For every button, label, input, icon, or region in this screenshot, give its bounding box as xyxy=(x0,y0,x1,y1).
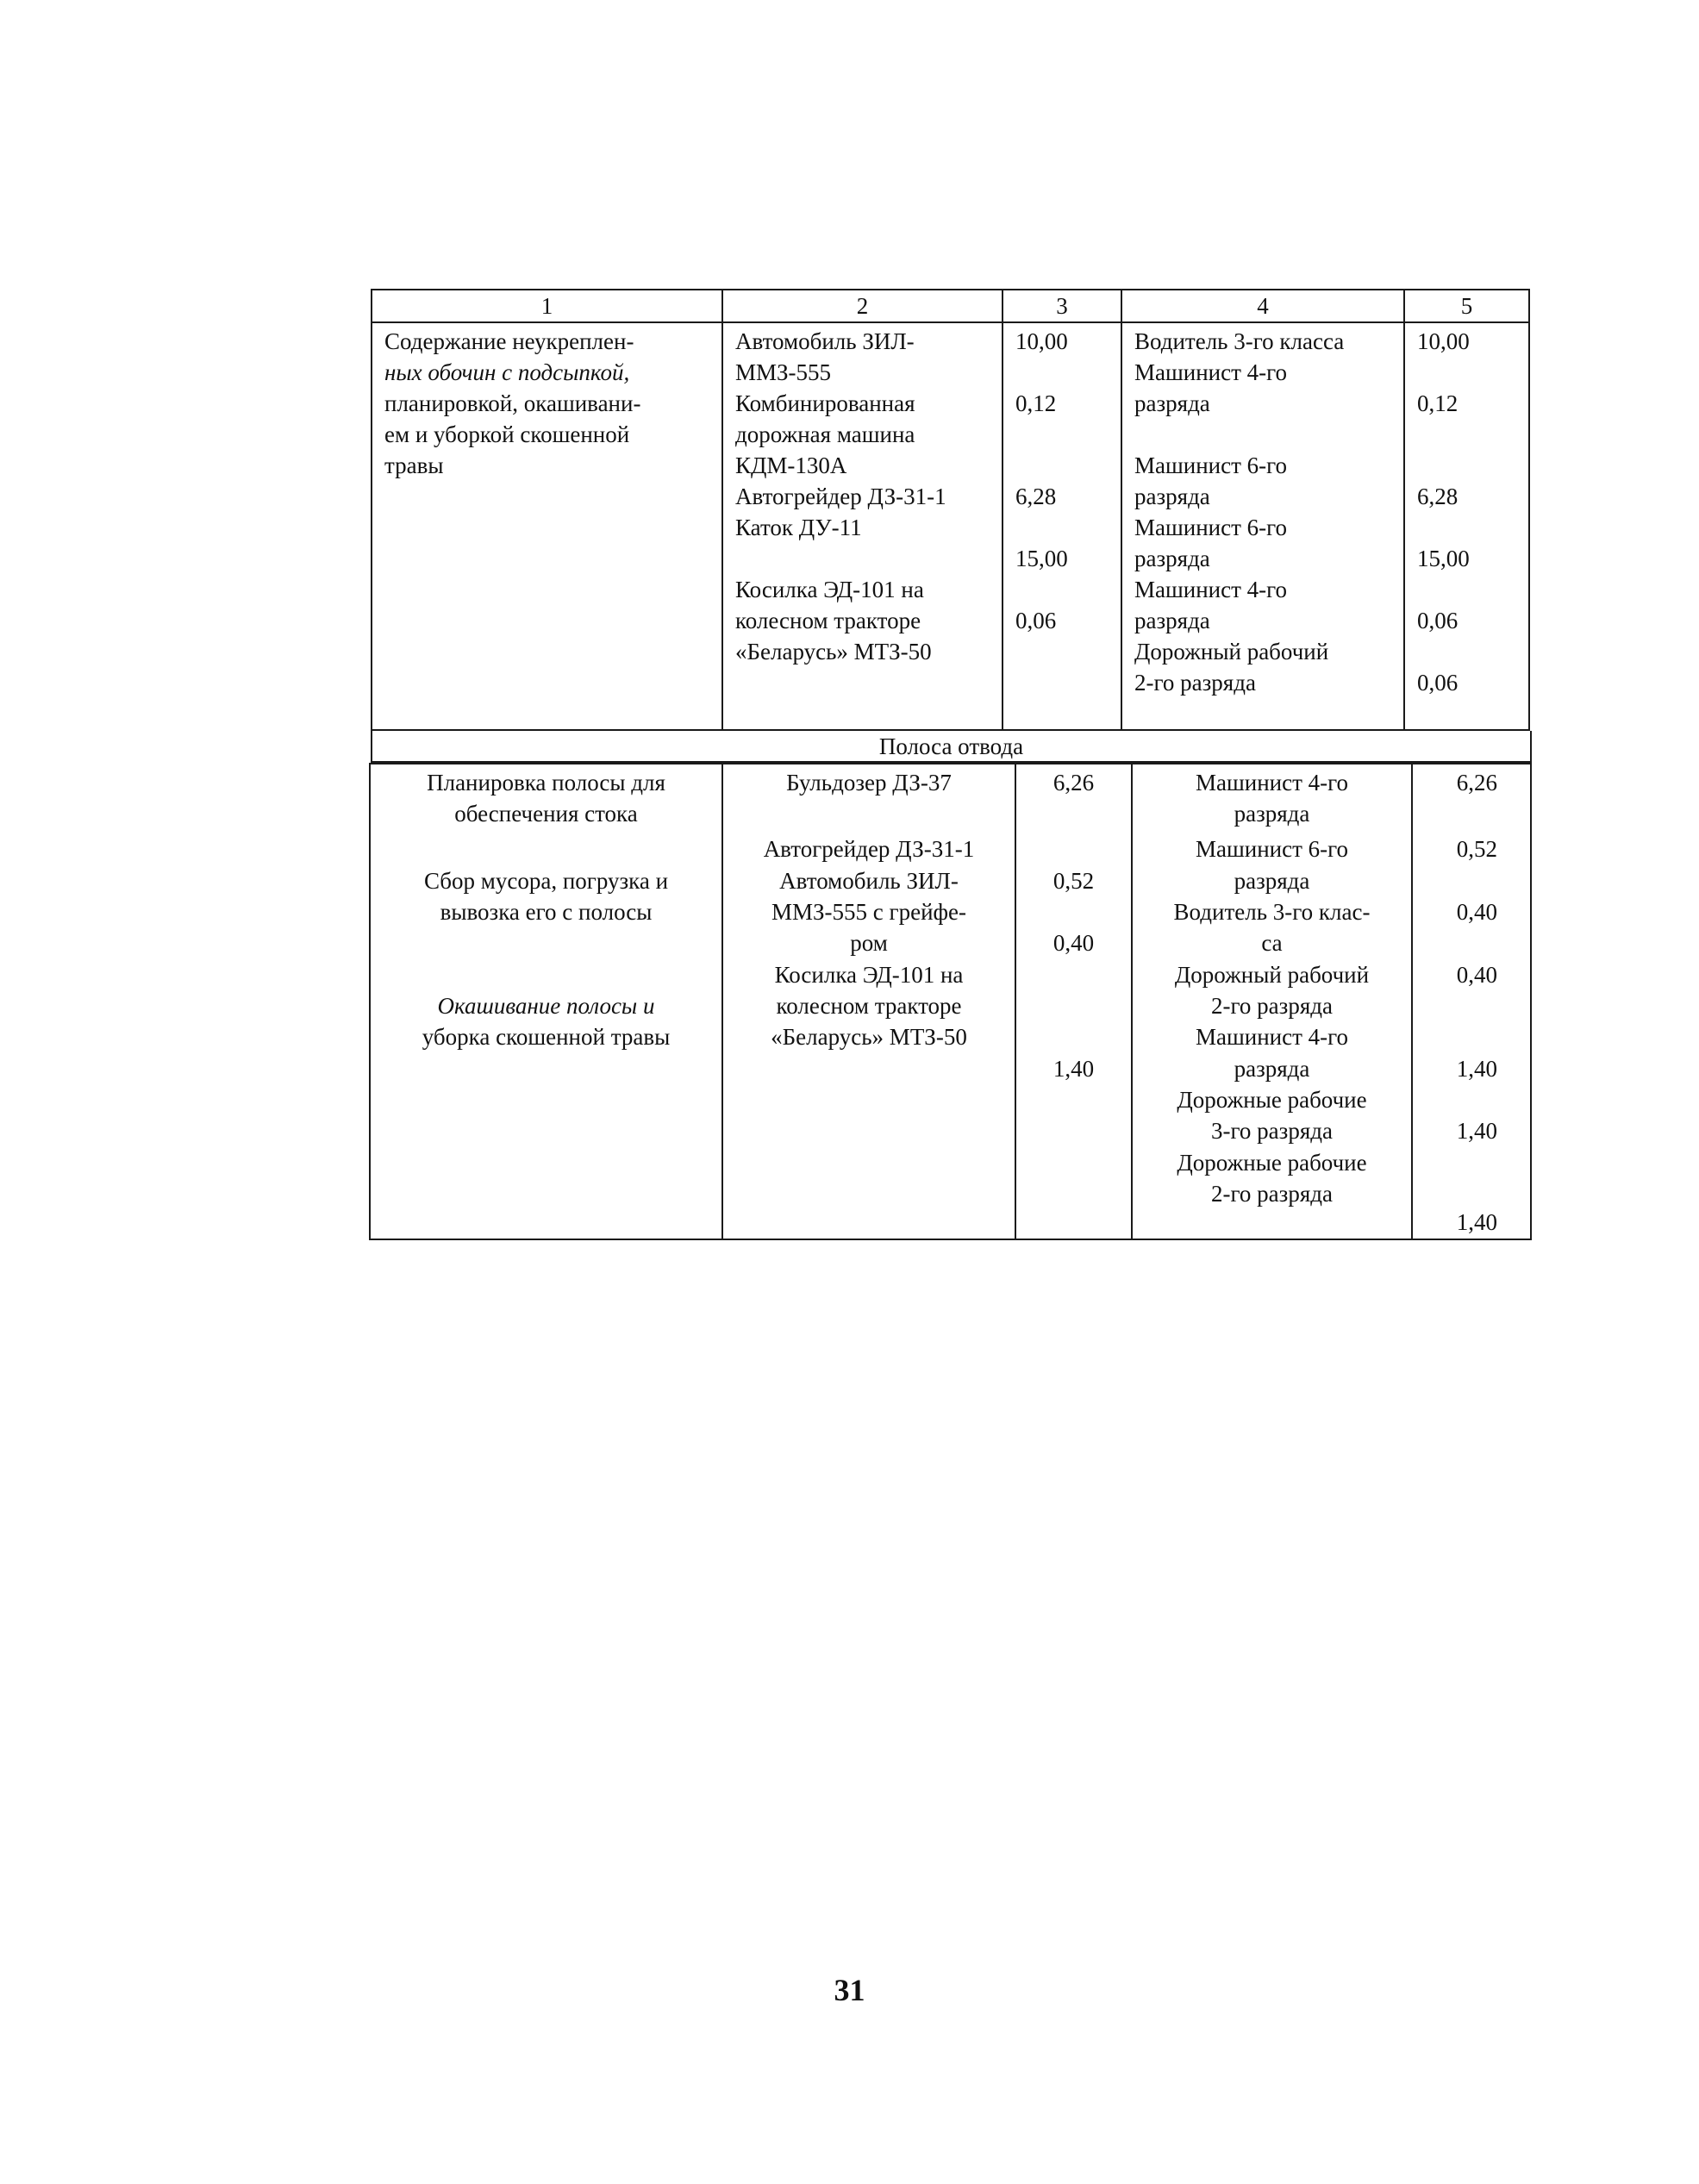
work-line: Сбор мусора, погрузка и xyxy=(423,868,669,894)
machinery-cell xyxy=(722,322,1003,730)
machine-hours-cell xyxy=(1003,322,1121,730)
machine-hours-value: 0,52 xyxy=(1053,868,1095,894)
header-col-1: 1 xyxy=(372,290,722,322)
labor-hours-value: 0,06 xyxy=(1417,608,1459,633)
labor-hours-cell xyxy=(1404,322,1529,730)
work-description-cell xyxy=(372,322,722,730)
machinery-line: Комбинированная xyxy=(735,390,915,416)
norms-table-roadside xyxy=(371,289,1530,731)
work-line: обеспечения стока xyxy=(454,801,638,827)
machinery-cell xyxy=(722,764,1015,1239)
worker-line: Машинист 6-го xyxy=(1195,836,1349,862)
header-col-3: 3 xyxy=(1003,290,1121,322)
work-line: планировкой, окашивани- xyxy=(384,390,641,416)
machine-hours-value: 1,40 xyxy=(1053,1056,1095,1082)
work-line: ных обочин с подсыпкой, xyxy=(384,359,630,385)
machine-hours-value: 15,00 xyxy=(1015,546,1068,571)
worker-line: Дорожный рабочий xyxy=(1174,962,1370,988)
work-line: вывозка его с полосы xyxy=(440,899,653,925)
norms-table-right-of-way xyxy=(369,763,1532,1240)
table-row xyxy=(370,764,1531,1239)
header-col-2: 2 xyxy=(722,290,1003,322)
worker-line: разряда xyxy=(1134,546,1210,571)
worker-line: Машинист 6-го xyxy=(1134,452,1288,478)
workers-cell xyxy=(1132,764,1412,1239)
machinery-line: КДМ-130А xyxy=(735,452,847,478)
machinery-line: ММЗ-555 xyxy=(735,359,832,385)
worker-line: разряда xyxy=(1234,868,1310,894)
labor-hours-cell xyxy=(1412,764,1531,1239)
machine-hours-value: 10,00 xyxy=(1015,328,1068,354)
worker-line: 2-го разряда xyxy=(1134,670,1256,696)
machinery-line: колесном тракторе xyxy=(776,993,962,1019)
labor-hours-value: 0,12 xyxy=(1417,390,1459,416)
page-number: 31 xyxy=(834,1973,865,2007)
worker-line: Машинист 6-го xyxy=(1134,515,1288,540)
work-description-cell xyxy=(370,764,722,1239)
labor-hours-value: 1,40 xyxy=(1456,1056,1497,1082)
machinery-line: ром xyxy=(850,930,888,956)
worker-line: Водитель 3-го клас- xyxy=(1173,899,1371,925)
machinery-line: Бульдозер ДЗ-37 xyxy=(786,770,952,796)
worker-line: разряда xyxy=(1234,1056,1310,1082)
worker-line: Машинист 4-го xyxy=(1134,359,1288,385)
labor-hours-value: 6,26 xyxy=(1456,770,1497,796)
machinery-line: «Беларусь» МТЗ-50 xyxy=(771,1024,967,1050)
labor-hours-value: 0,40 xyxy=(1456,962,1497,988)
work-line: Планировка полосы для xyxy=(427,770,665,796)
labor-hours-value: 15,00 xyxy=(1417,546,1470,571)
worker-line: са xyxy=(1261,930,1283,956)
worker-line: разряда xyxy=(1234,801,1310,827)
work-line: Содержание неукреплен- xyxy=(384,328,634,354)
labor-hours-value: 0,40 xyxy=(1456,899,1497,925)
worker-line: Водитель 3-го класса xyxy=(1134,328,1345,354)
machine-hours-cell xyxy=(1015,764,1132,1239)
labor-hours-value: 0,06 xyxy=(1417,670,1459,696)
labor-hours-value: 0,52 xyxy=(1456,836,1497,862)
machinery-line: ММЗ-555 с грейфе- xyxy=(771,899,966,925)
worker-line: 3-го разряда xyxy=(1211,1118,1333,1144)
machinery-line: колесном тракторе xyxy=(735,608,921,633)
machinery-line: Автомобиль ЗИЛ- xyxy=(735,328,915,354)
worker-line: Машинист 4-го xyxy=(1195,1024,1349,1050)
machinery-line: «Беларусь» МТЗ-50 xyxy=(735,639,932,665)
machinery-line: дорожная машина xyxy=(735,421,915,447)
machine-hours-value: 0,06 xyxy=(1015,608,1057,633)
worker-line: Машинист 4-го xyxy=(1134,577,1288,602)
labor-hours-value: 1,40 xyxy=(1456,1209,1497,1235)
machinery-line: Косилка ЭД-101 на xyxy=(735,577,924,602)
machinery-line: Автогрейдер ДЗ-31-1 xyxy=(763,836,975,862)
workers-cell xyxy=(1121,322,1404,730)
table-row xyxy=(372,322,1529,730)
machine-hours-value: 0,40 xyxy=(1053,930,1095,956)
work-line: ем и уборкой скошенной xyxy=(384,421,630,447)
worker-line: Дорожные рабочие xyxy=(1177,1087,1367,1113)
worker-line: 2-го разряда xyxy=(1211,993,1333,1019)
machinery-line: Автогрейдер ДЗ-31-1 xyxy=(735,484,946,509)
header-col-4: 4 xyxy=(1121,290,1404,322)
work-line: Окашивание полосы и xyxy=(437,993,655,1019)
machine-hours-value: 0,12 xyxy=(1015,390,1057,416)
work-line: травы xyxy=(384,452,444,478)
machine-hours-value: 6,28 xyxy=(1015,484,1057,509)
worker-line: Машинист 4-го xyxy=(1195,770,1349,796)
worker-line: разряда xyxy=(1134,390,1210,416)
machine-hours-value: 6,26 xyxy=(1053,770,1095,796)
labor-hours-value: 10,00 xyxy=(1417,328,1470,354)
machinery-line: Косилка ЭД-101 на xyxy=(774,962,964,988)
worker-line: Дорожные рабочие xyxy=(1177,1150,1367,1176)
machinery-line: Каток ДУ-11 xyxy=(735,515,862,540)
worker-line: разряда xyxy=(1134,484,1210,509)
work-line: уборка скошенной травы xyxy=(422,1024,671,1050)
header-row xyxy=(372,290,1529,322)
worker-line: разряда xyxy=(1134,608,1210,633)
section-title: Полоса отвода xyxy=(371,731,1532,763)
labor-hours-value: 6,28 xyxy=(1417,484,1459,509)
machinery-line: Автомобиль ЗИЛ- xyxy=(779,868,959,894)
header-col-5: 5 xyxy=(1404,290,1529,322)
worker-line: 2-го разряда xyxy=(1211,1181,1333,1207)
labor-hours-value: 1,40 xyxy=(1456,1118,1497,1144)
worker-line: Дорожный рабочий xyxy=(1134,639,1329,665)
